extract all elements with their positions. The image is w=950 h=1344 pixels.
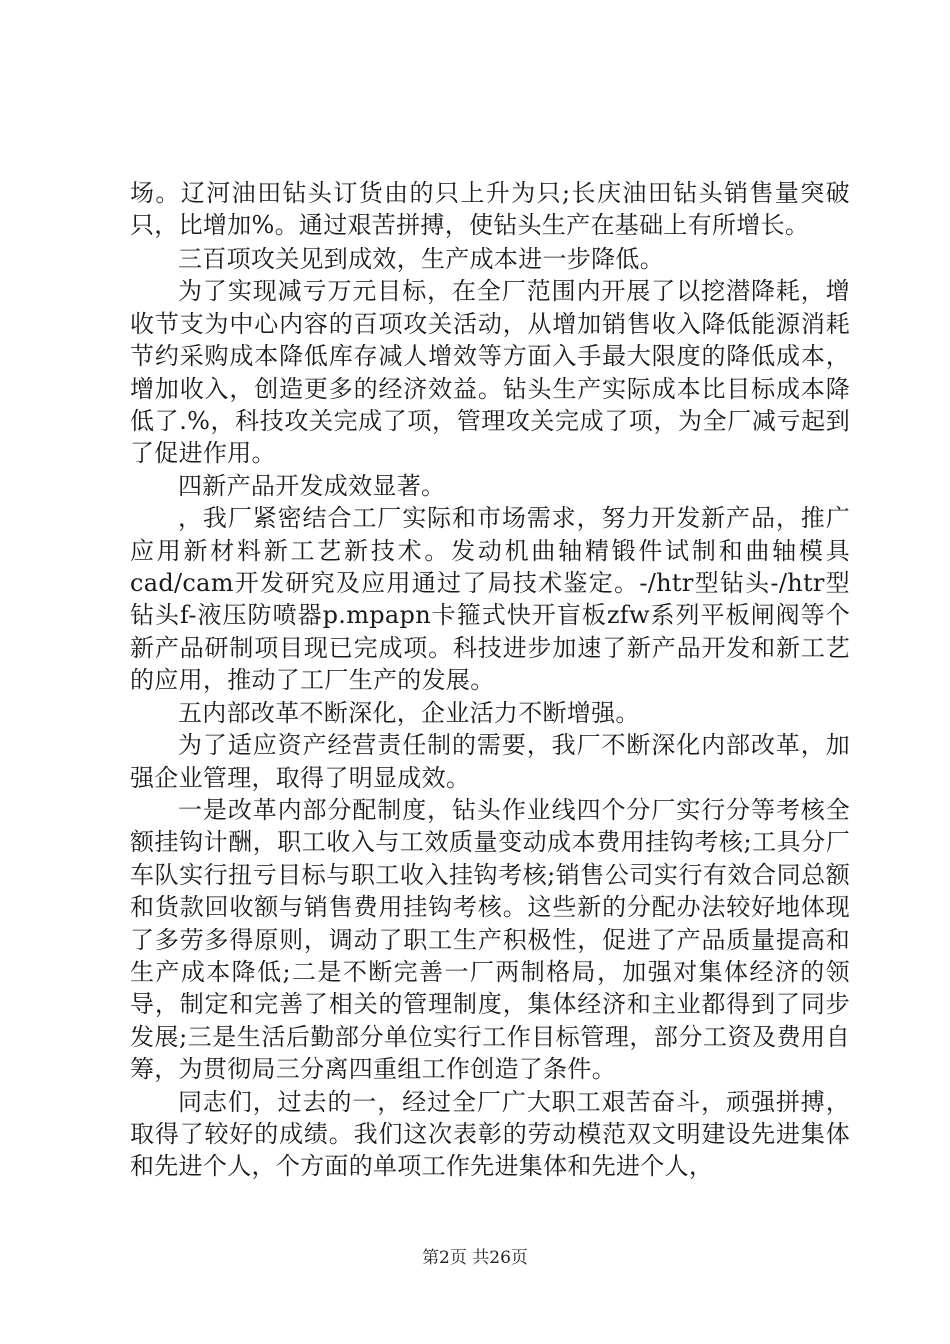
section-heading: 四新产品开发成效显著。 [178,471,446,500]
paragraph: 一是改革内部分配制度，钻头作业线四个分厂实行分等考核全额挂钩计酬，职工收入与工效质量变动成本费用挂钩考核;工具分厂车队实行扭亏目标与职工收入挂钩考核;销售公司实行有效合同总额和货款回收额与销售费用挂钩考核。这些新的分配办法较好地体现了多劳多得原则，调动了职工生产积极性，促进了产品质量提高和生产成本降低;二是不断完善一厂两制格局，加强对集体经济的领导，制定和完善了相关的管理制度，集体经济和主业都得到了同步发展;三是生活后勤部分单位实行工作目标管理，部分工资及费用自筹，为贯彻局三分离四重组工作创造了条件。 [130,795,850,1084]
section-heading: 五内部改革不断深化，企业活力不断增强。 [178,698,640,727]
paragraph: 为了适应资产经营责任制的需要，我厂不断深化内部改革，加强企业管理，取得了明显成效。 [130,731,850,792]
section-heading: 三百项攻关见到成效，生产成本进一步降低。 [178,245,664,273]
paragraph: 为了实现减亏万元目标，在全厂范围内开展了以挖潜降耗，增收节支为中心内容的百项攻关活动，从增加销售收入降低能源消耗节约采购成本降低库存减人增效等方面入手最大限度的降低成本，增加收入，创造更多的经济效益。钻头生产实际成本比目标成本降低了.%，科技攻关完成了项，管理攻关完成了项，为全厂减亏起到了促进作用。 [130,277,850,468]
body-text-main [130,243,850,1183]
paragraph: ，我厂紧密结合工厂实际和市场需求，努力开发新产品，推广应用新材料新工艺新技术。发动机曲轴精锻件试制和曲轴模具cad/cam开发研究及应用通过了局技术鉴定。-/htr型钻头-/htr型钻头f-液压防喷器p.mpapn卡箍式快开盲板zfw系列平板闸阀等个新产品研制项目现已完成项。科技进步加速了新产品开发和新工艺的应用，推动了工厂生产的发展。 [130,504,850,695]
paragraph: 场。辽河油田钻头订货由的只上升为只;长庆油田钻头销售量突破只，比增加%。通过艰苦拼搏，使钻头生产在基础上有所增长。 [130,179,850,240]
body-text-top [130,177,850,242]
page-footer: 第2页 共26页 [422,1248,528,1268]
paragraph: 同志们，过去的一，经过全厂广大职工艰苦奋斗，顽强拼搏，取得了较好的成绩。我们这次表彰的劳动模范双文明建设先进集体和先进个人，个方面的单项工作先进集体和先进个人， [130,1087,850,1181]
